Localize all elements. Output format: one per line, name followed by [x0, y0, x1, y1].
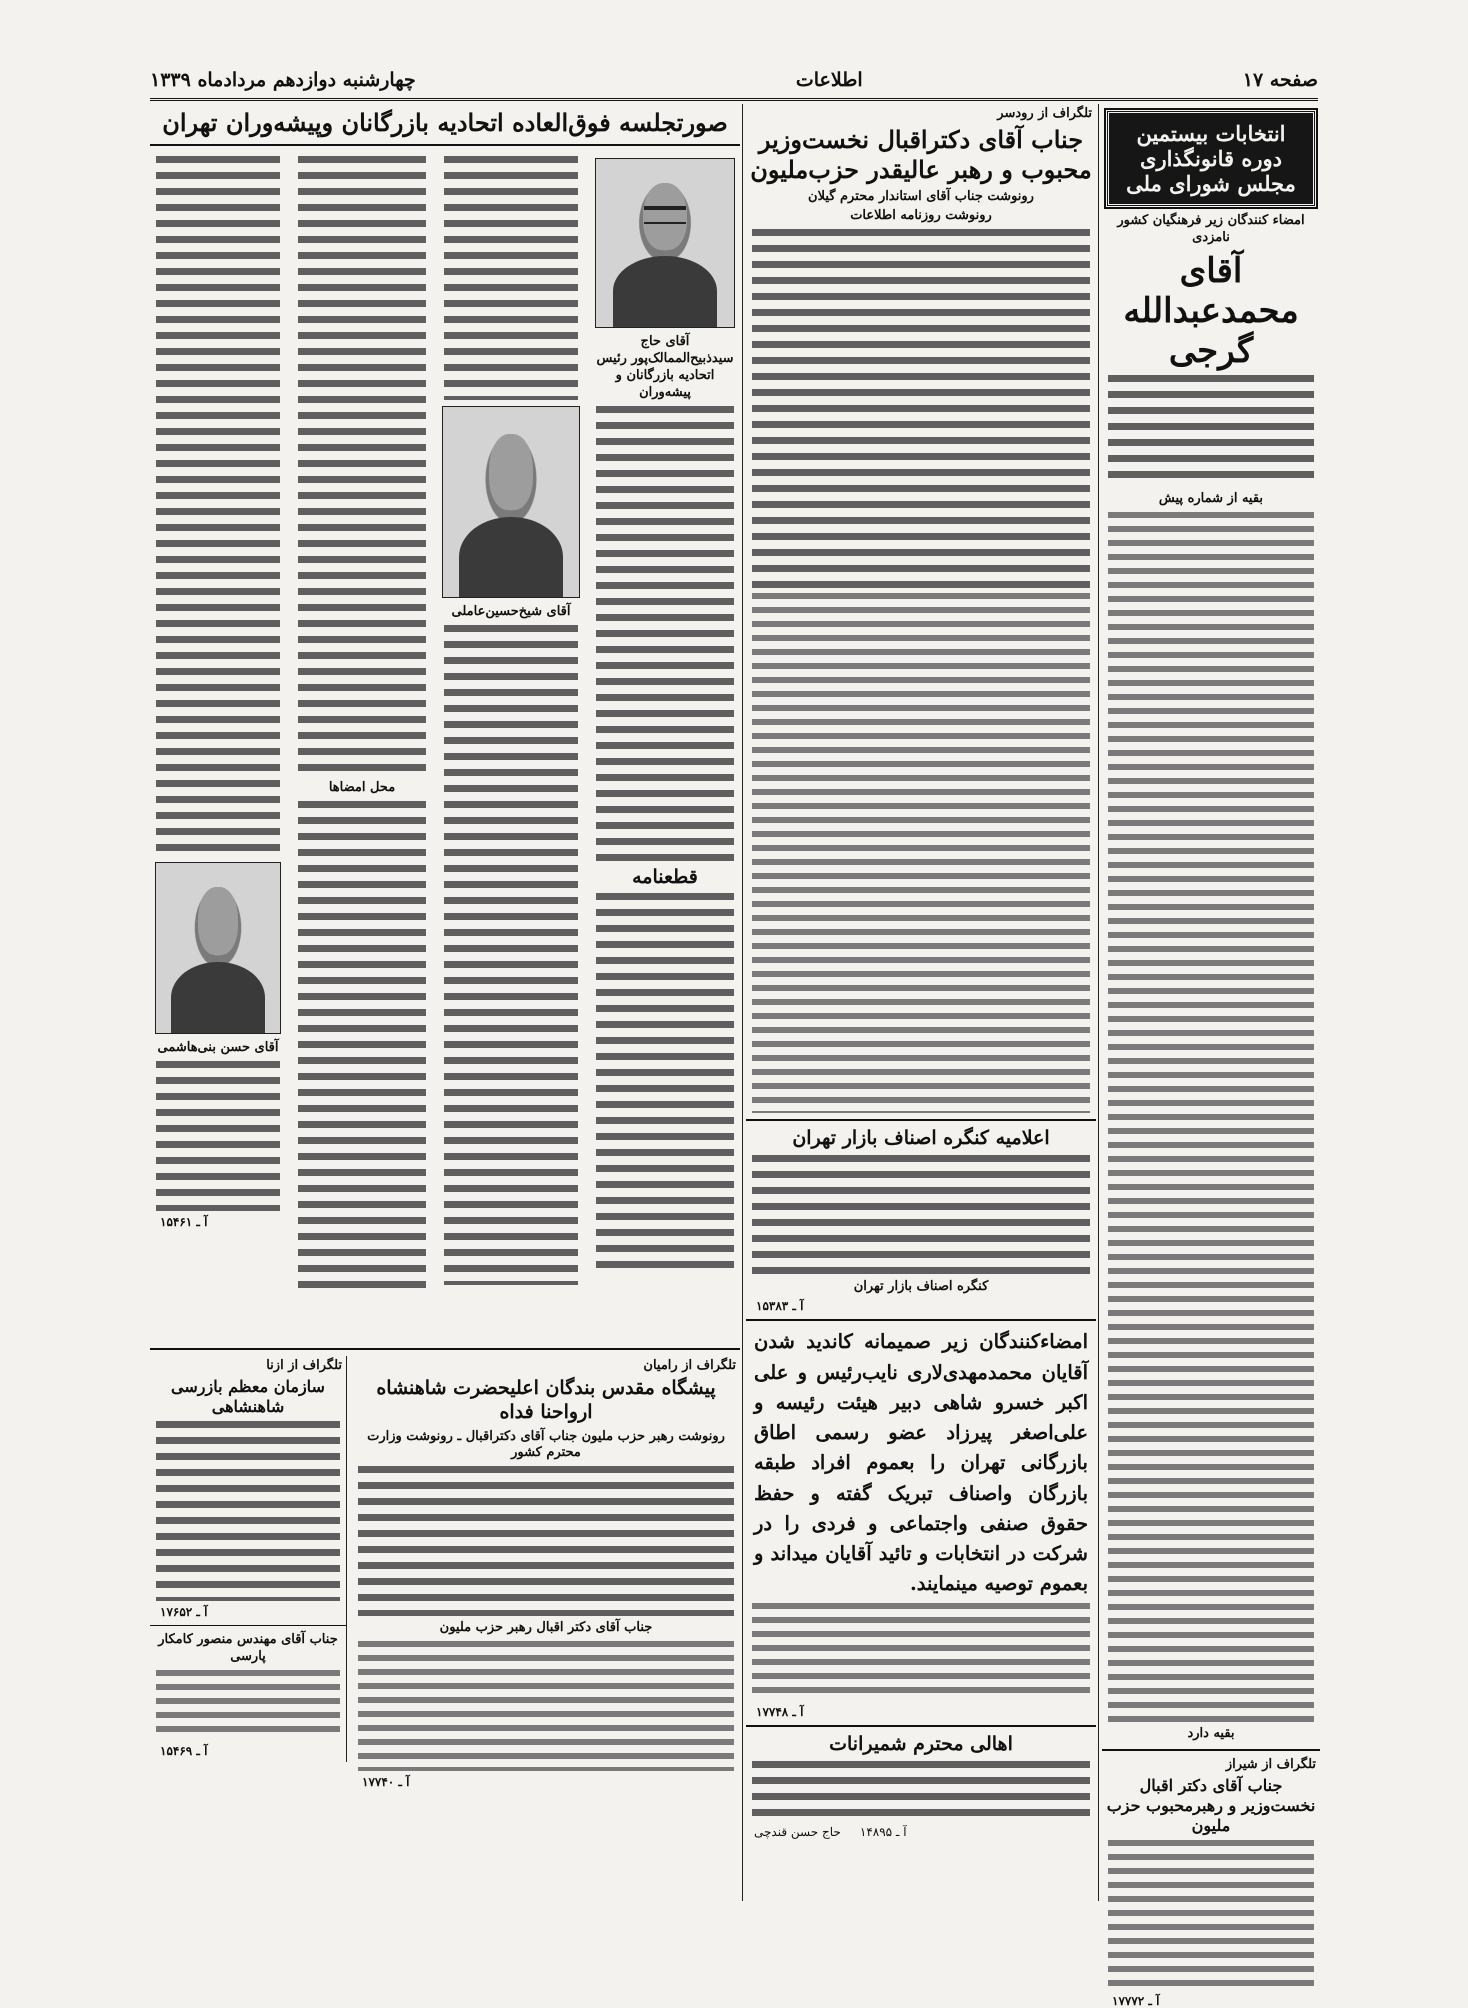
rudsar-cc2: رونوشت روزنامه اطلاعات — [850, 207, 992, 223]
inspection-kicker: تلگراف از ازنا — [266, 1358, 342, 1373]
ramian-ref: آ ـ ۱۷۷۴۰ — [362, 1775, 410, 1790]
bazaar-headline: اعلامیه کنگره اصناف بازار تهران — [792, 1126, 1050, 1149]
union-article-grid — [150, 152, 740, 1342]
inspection-telegram — [150, 1356, 347, 1762]
continued-note: بقیه از شماره پیش — [1158, 490, 1264, 506]
union-body — [298, 156, 426, 776]
rudsar-kicker: تلگراف از رودسر — [997, 106, 1092, 121]
telegram-column — [746, 104, 1096, 1901]
resolution-body — [596, 893, 734, 1273]
shemiran-footer — [754, 1825, 1088, 1839]
ramian-body-2 — [358, 1641, 734, 1771]
divider — [150, 144, 740, 146]
ramian-headline: پیشگاه مقدس بندگان اعلیحضرت شاهنشاه ارواحنا فداه — [376, 1377, 716, 1423]
shiraz-headline: جناب آقای دکتر اقبال نخست‌وزیر و رهبرمحبوب حزب ملیون — [1106, 1775, 1316, 1835]
divider — [1102, 1749, 1320, 1751]
engineer-ref: آ ـ ۱۵۴۶۹ — [160, 1743, 208, 1758]
union-ref: آ ـ ۱۵۴۶۱ — [160, 1214, 208, 1229]
shemiran-signature: حاج حسن قندچی — [754, 1825, 841, 1840]
rudsar-signatories — [752, 593, 1090, 1113]
inspection-ref: آ ـ ۱۷۶۵۲ — [160, 1605, 208, 1619]
divider — [150, 1348, 740, 1350]
shemiran-ref: آ ـ ۱۴۸۹۵ — [859, 1825, 907, 1840]
union-subcolumn — [590, 152, 740, 1277]
photo1-caption: آقای حاج سیدذبیح‌الممالک‌پور رئیس اتحادیه بازرگانان و پیشه‌وران — [596, 334, 734, 400]
intro-line: امضاء کنندگان زیر فرهنگیان کشور نامزدی — [1117, 213, 1305, 245]
shemiran-headline: اهالی محترم شمیرانات — [829, 1733, 1013, 1756]
continues-note: بقیه دارد — [1187, 1725, 1235, 1741]
portrait-photo — [442, 406, 580, 598]
signatories-list — [1108, 512, 1314, 1722]
engineer-body — [156, 1670, 340, 1740]
lower-telegrams — [150, 1356, 740, 1796]
ramian-cc: رونوشت رهبر حزب ملیون جناب آقای دکتراقبال ـ رونوشت وزارت محترم کشور — [367, 1428, 725, 1461]
union-body — [444, 625, 578, 1285]
bold-statement: امضاءکنندگان زیر صمیمانه کاندید شدن آقایان محمدمهدی‌لاری نایب‌رئیس و علی اکبر خسرو شاهی دبیر هیئت رئیسه و علی‌اصغر پیرزاد عضو رسمی اطاق بازرگانی تهران را بعموم افراد طبقه بازرگان واصناف تبریک گفته و حفظ حقوق صنفی واجتماعی و فردی را در شرکت در انتخابات و تائید آقایان میداند و بعموم توصیه مینمایند. — [754, 1330, 1088, 1596]
engineer-line: جناب آقای مهندس منصور کامکار پارسی — [158, 1632, 338, 1664]
resolution-title: قطعنامه — [632, 865, 698, 888]
union-meeting-section — [150, 104, 740, 1901]
date-line: چهارشنبه دوازدهم مردادماه ۱۳۳۹ — [150, 69, 416, 91]
portrait-photo — [595, 158, 735, 328]
shemiran-body — [752, 1761, 1090, 1821]
page-number: صفحه ۱۷ — [1242, 69, 1318, 91]
union-subcolumn — [292, 152, 432, 1295]
bazaar-body — [752, 1155, 1090, 1275]
masthead — [150, 62, 1318, 101]
bold-statement-signatories — [752, 1603, 1090, 1701]
union-subcolumn — [150, 152, 286, 1233]
column-rule — [742, 104, 743, 1901]
union-body — [596, 406, 734, 862]
union-headline: صورتجلسه فوق‌العاده اتحادیه بازرگانان وپیشه‌وران تهران — [162, 108, 728, 137]
ramian-telegram — [352, 1356, 740, 1793]
shiraz-kicker: تلگراف از شیراز — [1225, 1756, 1316, 1772]
bazaar-ref: آ ـ ۱۵۳۸۳ — [756, 1299, 804, 1314]
bold-ref: آ ـ ۱۷۷۴۸ — [756, 1705, 804, 1720]
ramian-sub: جناب آقای دکتر اقبال رهبر حزب ملیون — [439, 1620, 653, 1636]
rudsar-cc: رونوشت جناب آقای استاندار محترم گیلان — [808, 189, 1034, 204]
ramian-body — [358, 1466, 734, 1616]
portrait-photo — [155, 862, 281, 1034]
divider — [150, 1625, 346, 1626]
photo2-caption: آقای شیخ‌حسین‌عاملی — [451, 604, 571, 619]
bazaar-signature: کنگره اصناف بازار تهران — [853, 1278, 989, 1294]
signatures-title: محل امضاها — [328, 780, 396, 795]
article-body — [1108, 375, 1314, 487]
column-rule — [1098, 104, 1099, 1901]
photo3-caption: آقای حسن بنی‌هاشمی — [157, 1040, 279, 1055]
election-banner: انتخابات بیستمین دوره قانونگذاری مجلس شورای ملی — [1106, 110, 1316, 207]
rudsar-body — [752, 229, 1090, 589]
signatures-list — [298, 801, 426, 1291]
shiraz-body — [1108, 1840, 1314, 1990]
shiraz-ref: آ ـ ۱۷۷۷۲ — [1112, 1993, 1160, 2008]
paper-name: اطلاعات — [795, 69, 863, 91]
inspection-headline: سازمان معظم بازرسی شاهنشاهی — [171, 1377, 325, 1416]
inspection-body — [156, 1421, 340, 1601]
divider — [746, 1725, 1096, 1727]
divider — [746, 1319, 1096, 1321]
union-body — [444, 156, 578, 400]
ramian-kicker: تلگراف از رامیان — [643, 1358, 736, 1373]
union-subcolumn — [438, 152, 584, 1289]
union-body — [156, 1061, 280, 1211]
union-body — [156, 156, 280, 856]
divider — [746, 1119, 1096, 1121]
election-candidate-column — [1102, 104, 1320, 2008]
candidate-name: آقای محمدعبدالله گرجی — [1123, 250, 1299, 371]
rudsar-headline: جناب آقای دکتراقبال نخست‌وزیر محبوب و رهبر عالیقدر حزب‌ملیون — [750, 125, 1092, 184]
